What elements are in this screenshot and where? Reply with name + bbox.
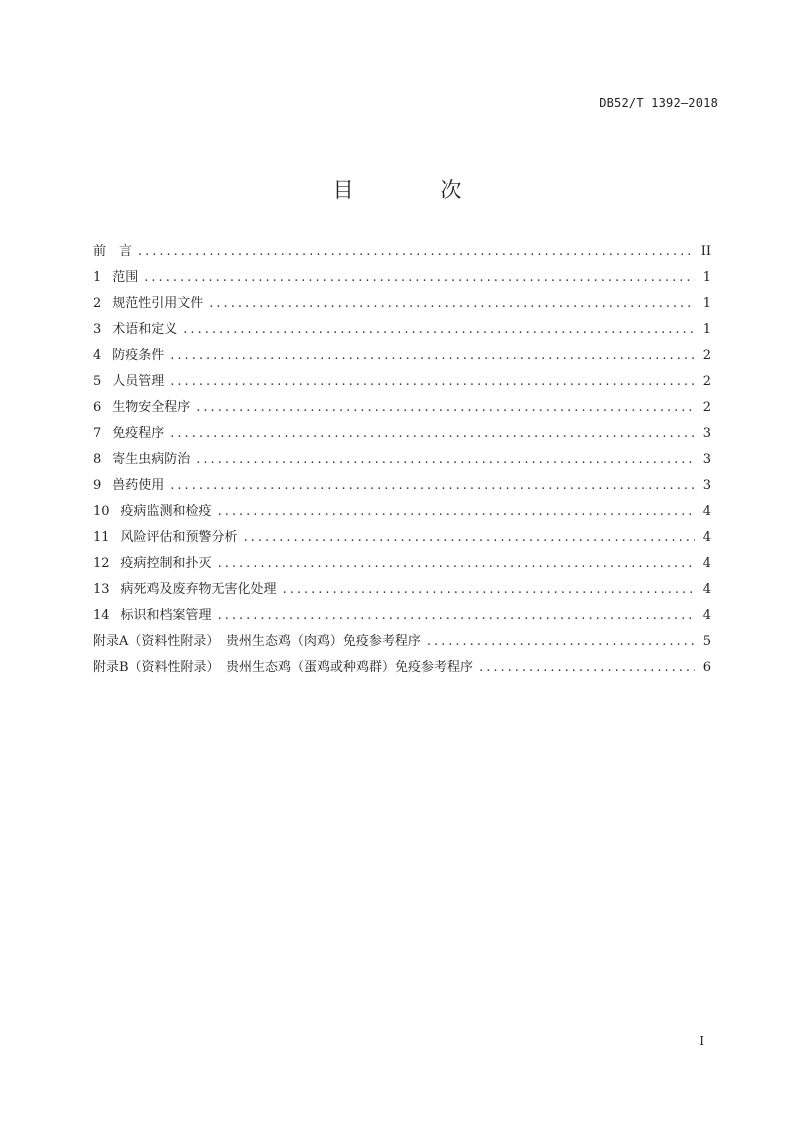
toc-entry-page: 2 <box>702 400 711 415</box>
toc-entry-1[interactable] <box>93 266 711 292</box>
toc-entry-number: 14 <box>93 608 110 623</box>
toc-entry-8[interactable] <box>93 448 711 474</box>
toc-entry-page: 5 <box>702 634 711 649</box>
toc-entry-label: 前 言 <box>93 244 133 259</box>
toc-entry-page: 3 <box>702 426 711 441</box>
toc-entry-number: 6 <box>93 400 102 415</box>
toc-entry-13[interactable] <box>93 578 711 604</box>
toc-entry-page: 4 <box>702 556 711 571</box>
toc-entry-label: 兽药使用 <box>112 478 165 493</box>
toc-dot-leader <box>218 556 695 571</box>
toc-entry-number: 13 <box>93 582 110 597</box>
toc-entry-number: 5 <box>93 374 102 389</box>
document-code: DB52/T 1392—2018 <box>599 96 718 110</box>
toc-entry-number: 11 <box>93 530 110 545</box>
toc-entry-label: 附录A（资料性附录） 贵州生态鸡（肉鸡）免疫参考程序 <box>93 634 421 649</box>
toc-title: 目 次 <box>332 178 502 202</box>
toc-entry-label: 标识和档案管理 <box>120 608 212 623</box>
page-number: I <box>699 1034 704 1048</box>
toc-dot-leader <box>144 270 695 285</box>
toc-entry-label: 防疫条件 <box>112 348 165 363</box>
toc-entry-2[interactable] <box>93 292 711 318</box>
toc-entry-14[interactable] <box>93 604 711 630</box>
toc-dot-leader <box>218 608 695 623</box>
toc-dot-leader <box>138 244 695 259</box>
toc-entry-number: 8 <box>93 452 102 467</box>
toc-entry-label: 范围 <box>112 270 139 285</box>
toc-dot-leader <box>183 322 695 337</box>
toc-entry-label: 术语和定义 <box>112 322 178 337</box>
toc-dot-leader <box>196 400 695 415</box>
toc-dot-leader <box>283 582 695 597</box>
toc-entry-label: 生物安全程序 <box>112 400 191 415</box>
toc-entry-11[interactable] <box>93 526 711 552</box>
toc-entry-label: 规范性引用文件 <box>112 296 204 311</box>
toc-dot-leader <box>196 452 695 467</box>
toc-entry-number: 12 <box>93 556 110 571</box>
toc-entry-3[interactable] <box>93 318 711 344</box>
toc-entry-label: 疫病控制和扑灭 <box>120 556 212 571</box>
toc-entry-appendix-b[interactable] <box>93 656 711 682</box>
toc-entry-page: II <box>700 244 711 259</box>
toc-entry-number: 3 <box>93 322 102 337</box>
toc-entry-page: 4 <box>702 504 711 519</box>
toc-dot-leader <box>170 426 695 441</box>
toc-entry-label: 疫病监测和检疫 <box>120 504 212 519</box>
toc-entry-page: 6 <box>702 660 711 675</box>
toc-entry-label: 附录B（资料性附录） 贵州生态鸡（蛋鸡或种鸡群）免疫参考程序 <box>93 660 474 675</box>
toc-entry-page: 3 <box>702 478 711 493</box>
toc-dot-leader <box>479 660 695 675</box>
toc-entry-page: 4 <box>702 530 711 545</box>
toc-entry-label: 人员管理 <box>112 374 165 389</box>
toc-entry-label: 免疫程序 <box>112 426 165 441</box>
toc-entry-7[interactable] <box>93 422 711 448</box>
toc-dot-leader <box>170 348 695 363</box>
toc-dot-leader <box>244 530 695 545</box>
toc-entry-appendix-a[interactable] <box>93 630 711 656</box>
toc-dot-leader <box>170 478 695 493</box>
toc-list <box>93 240 711 682</box>
toc-dot-leader <box>209 296 695 311</box>
toc-entry-number: 9 <box>93 478 102 493</box>
toc-entry-page: 4 <box>702 582 711 597</box>
toc-entry-number: 10 <box>93 504 110 519</box>
toc-entry-number: 7 <box>93 426 102 441</box>
toc-entry-5[interactable] <box>93 370 711 396</box>
toc-dot-leader <box>218 504 695 519</box>
toc-dot-leader <box>427 634 695 649</box>
toc-entry-page: 1 <box>702 270 711 285</box>
toc-entry-10[interactable] <box>93 500 711 526</box>
toc-entry-9[interactable] <box>93 474 711 500</box>
toc-entry-page: 3 <box>702 452 711 467</box>
toc-entry-page: 2 <box>702 374 711 389</box>
toc-entry-preface[interactable] <box>93 240 711 266</box>
toc-entry-4[interactable] <box>93 344 711 370</box>
toc-entry-number: 4 <box>93 348 102 363</box>
toc-entry-label: 寄生虫病防治 <box>112 452 191 467</box>
toc-entry-label: 病死鸡及废弃物无害化处理 <box>120 582 277 597</box>
toc-entry-page: 2 <box>702 348 711 363</box>
toc-entry-number: 2 <box>93 296 102 311</box>
toc-entry-page: 4 <box>702 608 711 623</box>
toc-entry-page: 1 <box>702 296 711 311</box>
toc-entry-label: 风险评估和预警分析 <box>120 530 238 545</box>
toc-entry-page: 1 <box>702 322 711 337</box>
toc-dot-leader <box>170 374 695 389</box>
toc-entry-12[interactable] <box>93 552 711 578</box>
toc-entry-number: 1 <box>93 270 102 285</box>
toc-entry-6[interactable] <box>93 396 711 422</box>
